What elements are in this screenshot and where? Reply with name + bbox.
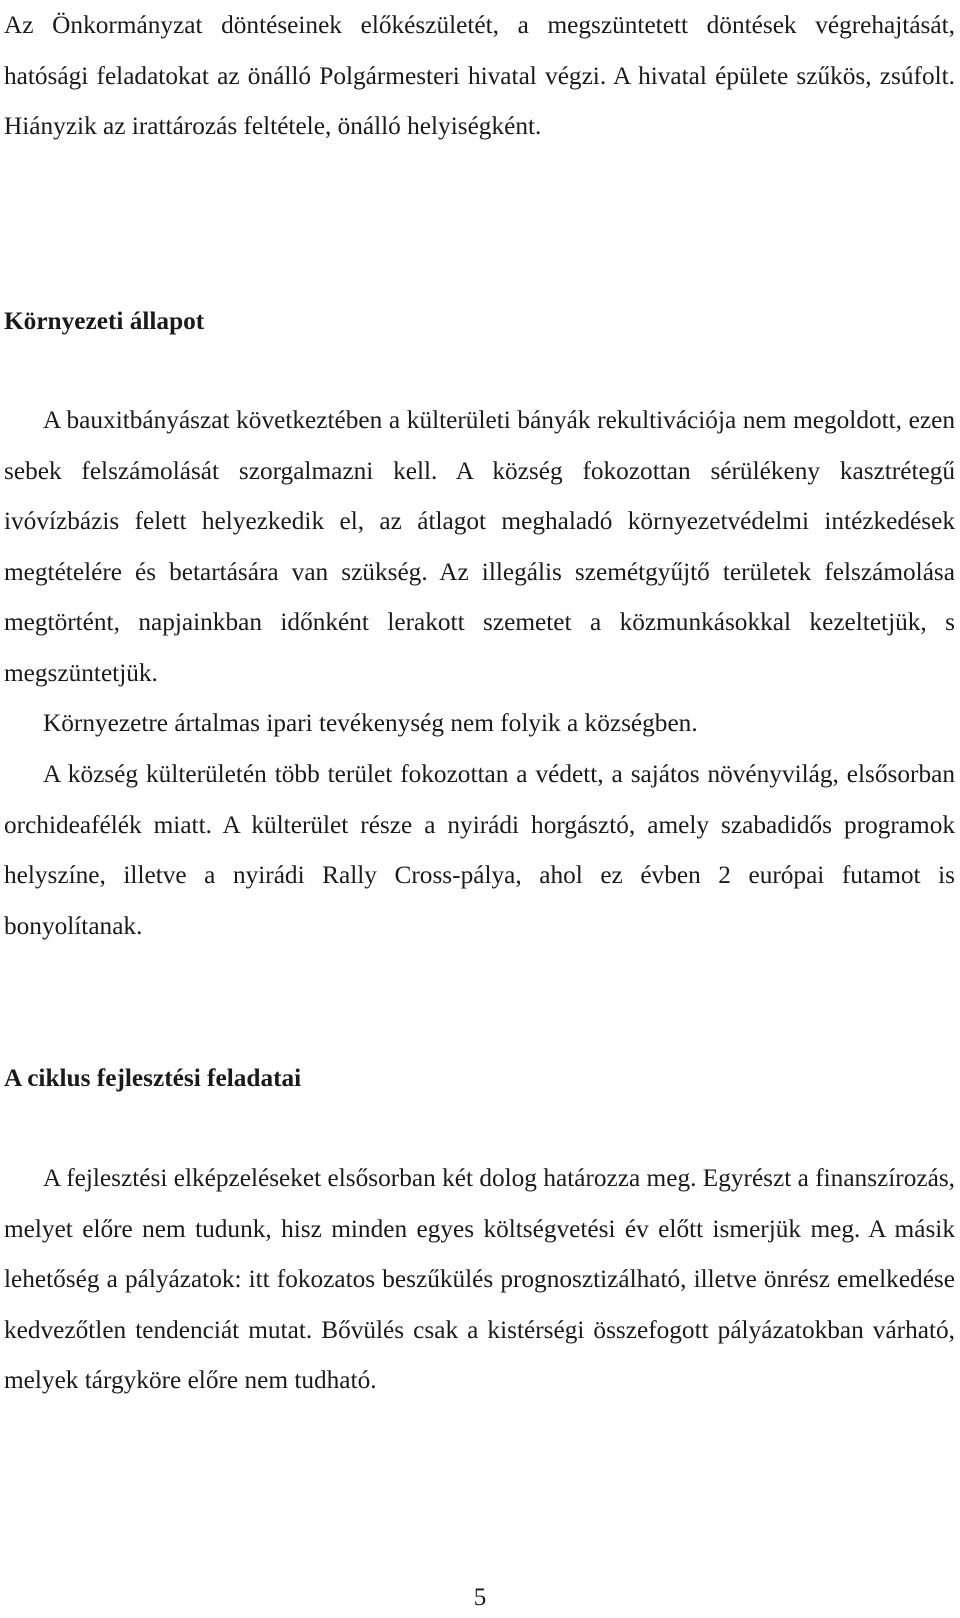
environment-heading: Környezeti állapot: [4, 307, 205, 335]
development-heading: A ciklus fejlesztési feladatai: [4, 1064, 302, 1092]
environment-paragraph-3: A község külterületén több terület fokozottan a védett, a sajátos növényvilág, elsősorban orchideafélék miatt. A külterület része a nyirádi horgásztó, amely szabadidős programok helyszíne, illetve a nyirádi Rally Cross-pálya, ahol ez évben 2 európai futamot is bonyolítanak.: [4, 760, 955, 940]
environment-paragraph-2: Környezetre ártalmas ipari tevékenység nem folyik a községben.: [43, 709, 698, 737]
intro-paragraph: Az Önkormányzat döntéseinek előkészületét, a megszüntetett döntések végrehajtását, hatósági feladatokat az önálló Polgármesteri hivatal végzi. A hivatal épülete szűkös, zsúfolt. Hiányzik az irattározás feltétele, önálló helyiségként.: [4, 11, 955, 141]
development-paragraph-1: A fejlesztési elképzeléseket elsősorban két dolog határozza meg. Egyrészt a finanszírozás, melyet előre nem tudunk, hisz minden egyes költségvetési év előtt ismerjük meg. A másik lehetőség a pályázatok: itt fokozatos beszűkülés prognosztizálható, illetve önrész emelkedése kedvezőtlen tendenciát mutat. Bővülés csak a kistérségi összefogott pályázatokban várható, melyek tárgyköre előre nem tudható.: [4, 1164, 955, 1395]
page-number: 5: [473, 1584, 487, 1611]
environment-paragraph-1: A bauxitbányászat következtében a külterületi bányák rekultivációja nem megoldott, ezen sebek felszámolását szorgalmazni kell. A község fokozottan sérülékeny kasztrétegű ivóvízbázis felett helyezkedik el, az átlagot meghaladó környezetvédelmi intézkedések megtételére és betartására van szükség. Az illegális szemétgyűjtő területek felszámolása megtörtént, napjainkban időnként lerakott szemetet a közmunkásokkal kezeltetjük, s megszüntetjük.: [4, 406, 955, 687]
